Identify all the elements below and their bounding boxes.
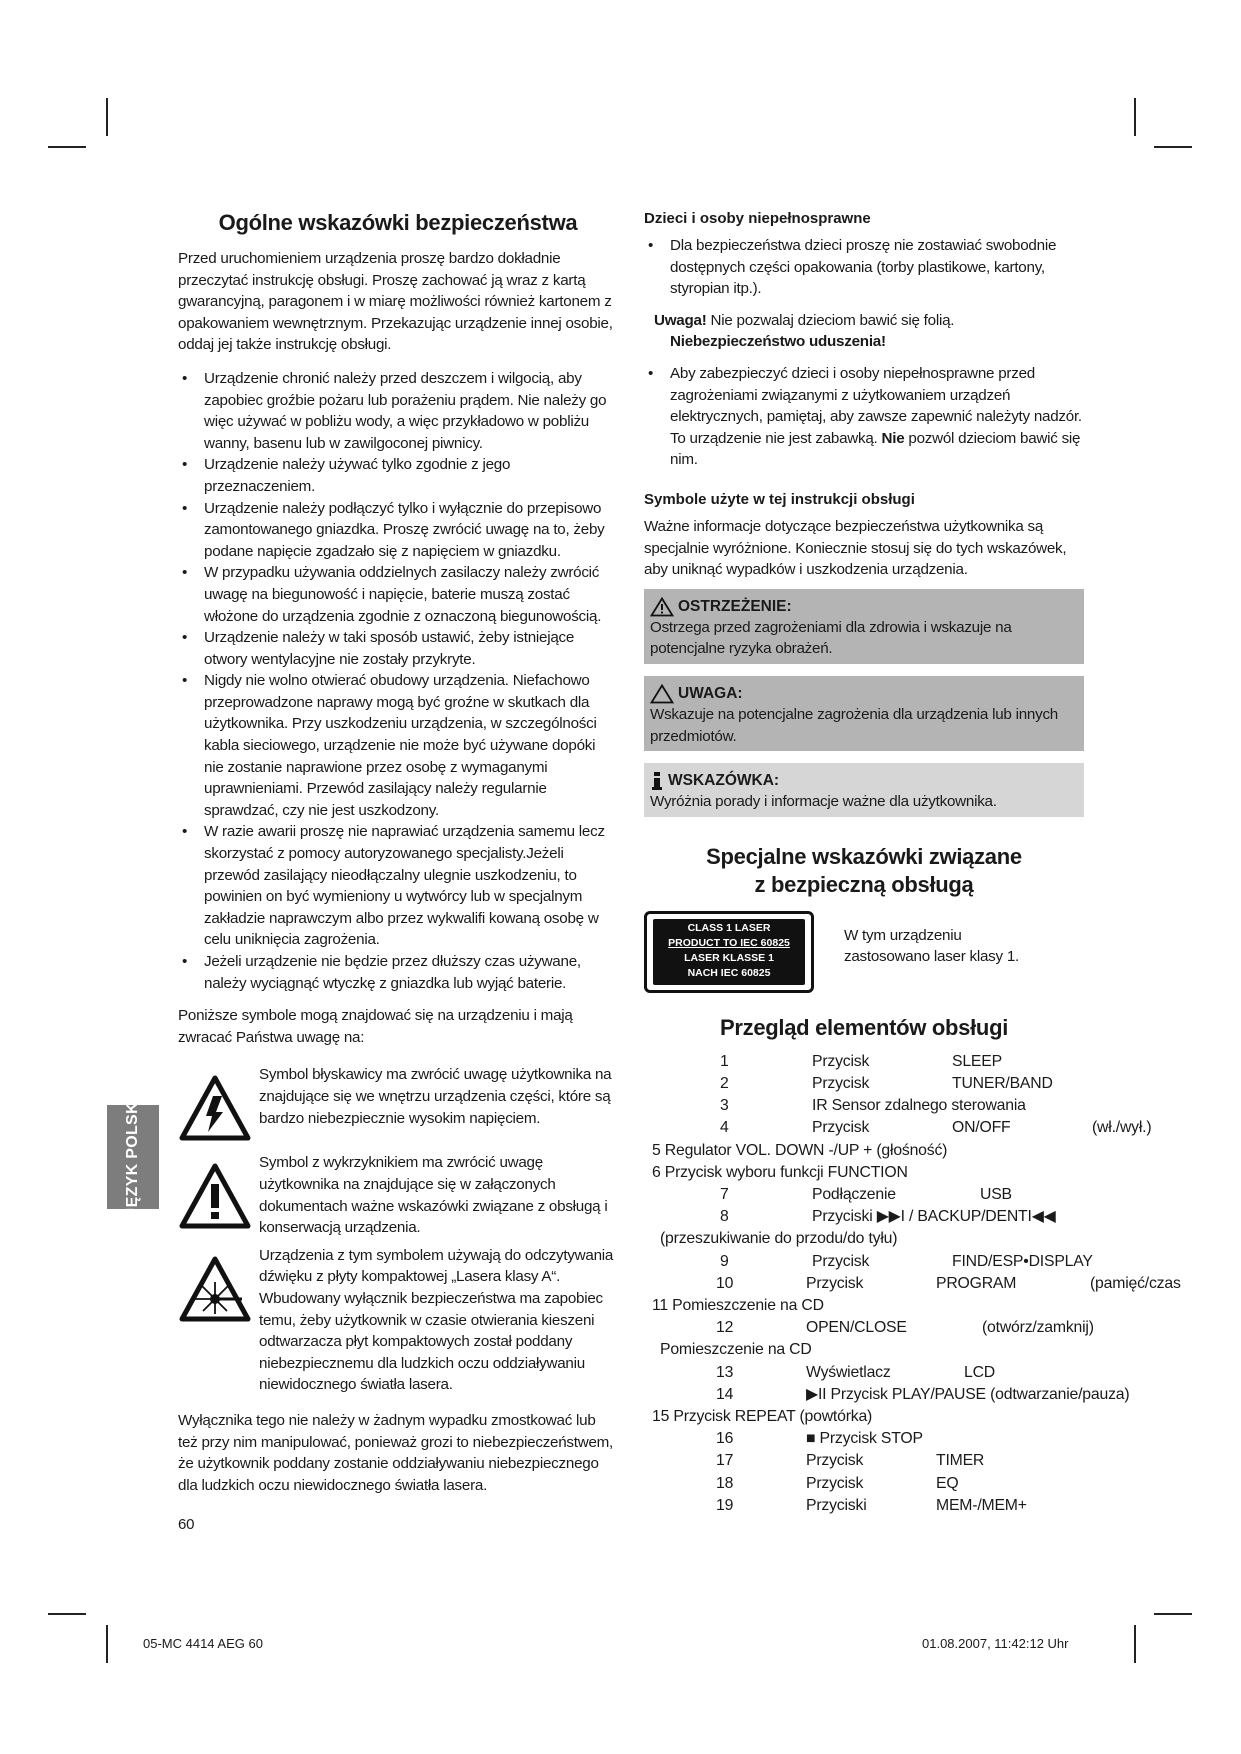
controls-title: Przegląd elementów obsługi	[719, 1014, 1009, 1040]
control-cell: ■ Przycisk STOP	[806, 1430, 923, 1448]
laser-label-line: PRODUCT TO IEC 60825	[668, 936, 790, 949]
hint-text: Wyróżnia porady i informacje ważne dla użytkownika.	[650, 793, 997, 811]
laser-label-inner	[653, 919, 805, 985]
control-cell: 3	[720, 1097, 729, 1115]
caution-box	[644, 676, 1084, 751]
exclamation-warning-icon	[178, 1160, 252, 1234]
crop-mark	[1154, 146, 1192, 148]
control-cell: Przyciski ▶▶I / BACKUP/DENTI◀◀	[812, 1208, 1056, 1226]
crop-mark	[48, 146, 86, 148]
control-row	[644, 1184, 1084, 1206]
control-cell: EQ	[936, 1474, 959, 1492]
footer-left: 05-MC 4414 AEG 60	[143, 1636, 263, 1651]
laser-label-line: NACH IEC 60825	[687, 966, 771, 979]
control-cell: 8	[720, 1208, 729, 1226]
control-row	[644, 1317, 1094, 1339]
children-bullet	[644, 363, 1084, 471]
controls-list	[644, 1051, 1181, 1517]
symbol-text: Symbol z wykrzyknikiem ma zwrócić uwagę użytkownika na znajdujące się w załączonych dokumentach ważne wskazówki związane z obsługą i konserwacją urządzenia.	[259, 1154, 608, 1237]
control-cell: 4	[720, 1119, 729, 1137]
control-row	[644, 1295, 1084, 1317]
control-cell: Pomieszczenie na CD	[660, 1341, 812, 1359]
control-cell: PROGRAM	[936, 1274, 1017, 1292]
laser-label-line: CLASS 1 LASER	[687, 921, 771, 934]
control-cell: Przycisk	[812, 1074, 870, 1092]
symbols-heading: Symbole użyte w tej instrukcji obsługi	[644, 490, 915, 508]
control-cell: OPEN/CLOSE	[806, 1319, 907, 1337]
bullet-text: Aby zabezpieczyć dzieci i osoby niepełnosprawne przed zagrożeniami związanymi z użytkowaniem urządzeń elektrycznych, pamiętaj, aby zawsze zapewnić należyty nadzór. To urządzenie nie jest zabawką.	[670, 364, 1082, 447]
control-cell: LCD	[964, 1363, 996, 1381]
control-cell: ON/OFF	[952, 1119, 1011, 1137]
language-side-tab	[107, 1097, 159, 1217]
control-row	[644, 1339, 1084, 1361]
crop-mark	[106, 98, 108, 136]
control-cell: Przycisk	[812, 1252, 870, 1270]
control-cell: (wł./wył.)	[1092, 1119, 1152, 1137]
control-cell: 17	[716, 1452, 734, 1470]
laser-class-label	[644, 911, 814, 993]
control-row	[644, 1162, 1084, 1184]
control-cell: IR Sensor zdalnego sterowania	[812, 1097, 1026, 1115]
control-cell: 6 Przycisk wyboru funkcji FUNCTION	[652, 1163, 908, 1181]
control-cell: 16	[716, 1430, 734, 1448]
warning-box	[644, 589, 1084, 664]
right-column	[644, 210, 1181, 1517]
control-row	[644, 1117, 1152, 1139]
control-cell: (otwórz/zamknij)	[982, 1319, 1094, 1337]
control-cell: Przycisk	[806, 1452, 864, 1470]
symbol-row-laser	[178, 1245, 618, 1396]
closing-paragraph: Wyłącznika tego nie należy w żadnym wypadku zmostkować lub też przy nim manipulować, ponieważ grozi to niebezpieczeństwem, że użytkownik poddany zostanie oddziaływaniu niebezpiecznego dla ludzkich oczu niewidocznego światła lasera.	[178, 1411, 614, 1494]
symbols-text: Ważne informacje dotyczące bezpieczeństwa użytkownika są specjalnie wyróżnione. Koniecznie stosuj się do tych wskazówek, aby uniknąć wypadków i uszkodzenia urządzenia.	[644, 517, 1067, 579]
control-cell: 9	[720, 1252, 729, 1270]
intro-paragraph: Przed uruchomieniem urządzenia proszę bardzo dokładnie przeczytać instrukcję obsługi. Proszę zachować ją wraz z kartą gwarancyjną, paragonem i w miarę możliwości również kartonem z opakowaniem wewnętrznym. Przekazując urządzenie innej osobie, oddaj jej także instrukcję obsługi.	[178, 250, 613, 354]
control-cell: Przyciski	[806, 1496, 867, 1514]
control-row	[644, 1473, 1084, 1495]
control-cell: 12	[716, 1319, 734, 1337]
warning-text: Ostrzega przed zagrożeniami dla zdrowia i wskazuje na potencjalne ryzyka obrażeń.	[650, 618, 1012, 658]
control-cell: 18	[716, 1474, 734, 1492]
symbol-row-exclamation	[178, 1152, 618, 1238]
control-row	[644, 1428, 1084, 1450]
control-cell: 7	[720, 1185, 729, 1203]
special-title	[644, 843, 1084, 899]
control-cell: (pamięć/czas	[1090, 1274, 1181, 1292]
warning-title-row	[650, 597, 1078, 617]
control-cell: 13	[716, 1363, 734, 1381]
crop-mark	[1134, 98, 1136, 136]
control-cell: Przycisk	[812, 1052, 870, 1070]
control-cell: Przycisk	[806, 1474, 864, 1492]
control-row	[644, 1362, 1084, 1384]
safety-bullet: • Urządzenie chronić należy przed deszczem i wilgocią, aby zapobiec groźbie pożaru lub porażeniu prądem. Nie należy go więc używać w pobliżu wody, a więc przykładowo w pobliżu wanny, basenu lub w zawilgoconej piwnicy.	[178, 368, 618, 454]
children-bullets-2	[644, 363, 1084, 471]
safety-bullet-list	[178, 368, 618, 994]
laser-class-row	[644, 911, 1084, 993]
symbol-text: Symbol błyskawicy ma zwrócić uwagę użytkownika na znajdujące się we wnętrzu urządzenia części, które są bardzo niebezpiecznie wysokim napięciem.	[259, 1066, 612, 1127]
bullet-text: pozwól dzieciom bawić się nim.	[670, 429, 1081, 469]
hint-title: WSKAZÓWKA:	[668, 772, 780, 790]
control-row	[644, 1273, 1181, 1295]
control-cell: USB	[980, 1185, 1012, 1203]
safety-bullet: • Urządzenie należy podłączyć tylko i wyłącznie do przepisowo zamontowanego gniazdka. Proszę zwrócić uwagę na to, żeby podane napięcie zgadzało się z napięciem w gniazdku.	[178, 498, 618, 563]
control-row	[644, 1206, 1084, 1228]
special-title-line: Specjalne wskazówki związane	[706, 843, 1022, 869]
general-safety-title: Ogólne wskazówki bezpieczeństwa	[218, 210, 578, 235]
safety-bullet: • W przypadku używania oddzielnych zasilaczy należy zwrócić uwagę na biegunowość i napięcie, baterie muszą zostać włożone do urządzenia zgodnie z oznaczoną biegunowością.	[178, 562, 618, 627]
safety-bullet: • Urządzenie należy w taki sposób ustawić, żeby istniejące otwory wentylacyjne nie zostały przykryte.	[178, 627, 618, 670]
crop-mark	[1154, 1613, 1192, 1615]
children-heading: Dzieci i osoby niepełnosprawne	[644, 210, 871, 227]
safety-bullet: • Nigdy nie wolno otwierać obudowy urządzenia. Niefachowo przeprowadzone naprawy mogą być groźne w skutkach dla użytkownika. Przy uszkodzeniu urządzenia, w szczególności kabla sieciowego, urządzenie nie może być używane dopóki nie zostanie naprawione przez osobę z wymaganymi uprawnieniami. Przewód zasilający należy regularnie sprawdzać, czy nie jest uszkodzony.	[178, 670, 618, 821]
control-row	[644, 1073, 1084, 1095]
control-row	[644, 1140, 1084, 1162]
control-row	[644, 1228, 1084, 1250]
control-cell: FIND/ESP•DISPLAY	[952, 1252, 1093, 1270]
laser-class-text: W tym urządzeniu zastosowano laser klasy 1.	[844, 926, 1019, 966]
safety-bullet: • Urządzenie należy używać tylko zgodnie z jego przeznaczeniem.	[178, 454, 618, 497]
crop-mark	[106, 1625, 108, 1663]
symbols-intro: Poniższe symbole mogą znajdować się na urządzeniu i mają zwracać Państwa uwagę na:	[178, 1007, 573, 1046]
crop-mark	[1134, 1625, 1136, 1663]
caution-triangle-icon	[650, 684, 674, 704]
control-row	[644, 1406, 1084, 1428]
control-cell: Podłączenie	[812, 1185, 896, 1203]
control-cell: Przycisk	[812, 1119, 870, 1137]
control-cell: 15 Przycisk REPEAT (powtórka)	[652, 1407, 873, 1425]
caution-text: Wskazuje na potencjalne zagrożenia dla urządzenia lub innych przedmiotów.	[650, 705, 1058, 745]
special-title-line: z bezpieczną obsługą	[754, 871, 974, 897]
laser-label-line: LASER KLASSE 1	[684, 951, 774, 964]
hint-title-row	[650, 771, 1078, 791]
control-cell: 2	[720, 1074, 729, 1092]
control-row	[644, 1495, 1084, 1517]
control-cell: 10	[716, 1274, 734, 1292]
control-cell: MEM-/MEM+	[936, 1496, 1027, 1514]
control-cell: SLEEP	[952, 1052, 1002, 1070]
control-row	[644, 1251, 1093, 1273]
uwaga-danger: Niebezpieczeństwo uduszenia!	[670, 333, 886, 351]
control-row	[644, 1095, 1084, 1117]
left-column	[178, 210, 618, 1536]
control-cell: Przycisk	[806, 1274, 864, 1292]
control-row	[644, 1384, 1130, 1406]
control-row	[644, 1051, 1084, 1073]
symbol-row-lightning	[178, 1064, 618, 1146]
warning-title: OSTRZEŻENIE:	[678, 597, 792, 615]
caution-title: UWAGA:	[678, 684, 743, 702]
bullet-bold: Nie	[881, 429, 905, 447]
page-number: 60	[178, 1516, 195, 1534]
uwaga-label: Uwaga!	[654, 311, 707, 329]
control-cell: TUNER/BAND	[952, 1074, 1053, 1092]
symbol-text: Urządzenia z tym symbolem używają do odczytywania dźwięku z płyty kompaktowej „Lasera klasy A“. Wbudowany wyłącznik bezpieczeństwa ma zapobiec temu, żeby użytkownik w czasie otwierania kieszeni odtwarzacza płyt kompaktowych został poddany niebezpiecznemu dla ludzkich oczu oddziaływaniu niewidocznego światła lasera.	[259, 1246, 614, 1394]
control-cell: 1	[720, 1052, 729, 1070]
safety-bullet: • W razie awarii proszę nie naprawiać urządzenia samemu lecz skorzystać z pomocy autoryzowanego specjalisty.Jeżeli przewód zasilający nieodłączalny ulegnie uszkodzeniu, to powinien on być wymieniony u wytwórcy lub w specjalnym zakładzie naprawczym albo przez wykwalifi kowaną osobę w celu uniknięcia zagrożenia.	[178, 821, 618, 951]
lightning-warning-icon	[178, 1072, 252, 1146]
control-cell: 14	[716, 1385, 734, 1403]
control-cell: 19	[716, 1496, 734, 1514]
children-bullets	[644, 235, 1084, 300]
laser-warning-icon	[178, 1253, 252, 1327]
control-row	[644, 1450, 1084, 1472]
warning-triangle-icon	[650, 597, 674, 617]
control-cell: Wyświetlacz	[806, 1363, 891, 1381]
children-bullet: • Dla bezpieczeństwa dzieci proszę nie zostawiać swobodnie dostępnych części opakowania (torby plastikowe, kartony, styropian itp.).	[644, 235, 1084, 300]
caution-title-row	[650, 684, 1078, 704]
footer-right: 01.08.2007, 11:42:12 Uhr	[922, 1636, 1069, 1651]
language-tab-label: JĘZYK POLSKI	[124, 1097, 141, 1217]
control-cell: 11 Pomieszczenie na CD	[652, 1296, 824, 1314]
control-cell: TIMER	[936, 1452, 985, 1470]
info-icon	[650, 771, 664, 791]
crop-mark	[48, 1613, 86, 1615]
control-cell: ▶II Przycisk PLAY/PAUSE (odtwarzanie/pauza)	[806, 1385, 1130, 1403]
hint-box	[644, 763, 1084, 817]
uwaga-text: Nie pozwalaj dzieciom bawić się folią.	[710, 311, 955, 329]
control-cell: (przeszukiwanie do przodu/do tyłu)	[660, 1230, 898, 1248]
safety-bullet: • Jeżeli urządzenie nie będzie przez dłuższy czas używane, należy wyciągnąć wtyczkę z gniazdka lub wyjąć baterie.	[178, 951, 618, 994]
uwaga-note	[654, 310, 1084, 332]
control-cell: 5 Regulator VOL. DOWN -/UP + (głośność)	[652, 1141, 948, 1159]
